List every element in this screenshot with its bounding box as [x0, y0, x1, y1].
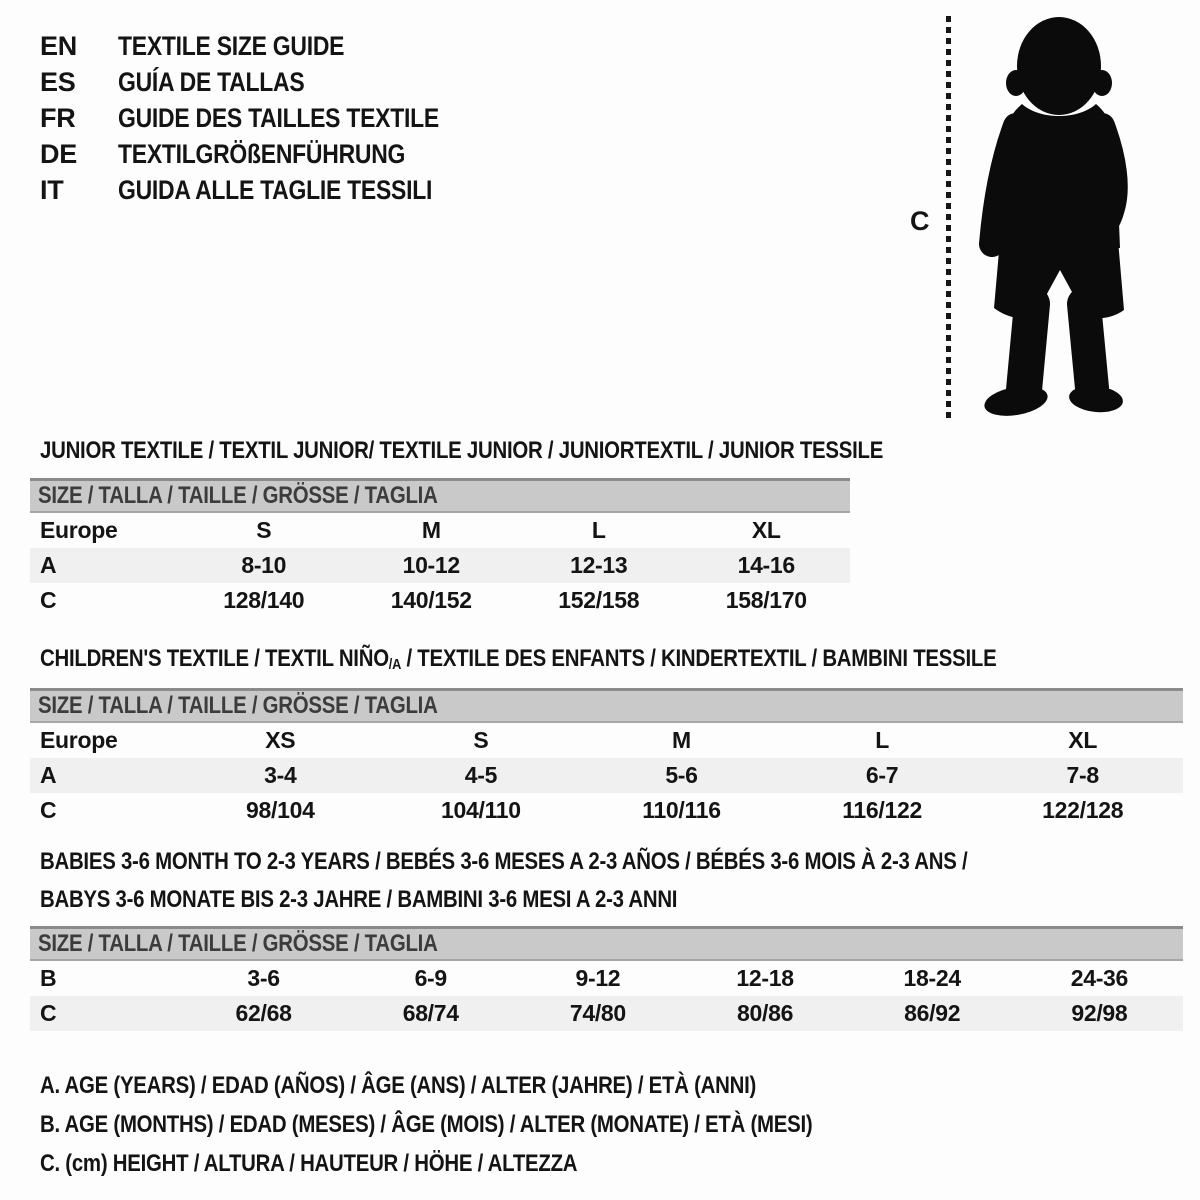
- lang-label-es: GUÍA DE TALLAS: [118, 66, 305, 97]
- size-header-row: [30, 480, 850, 513]
- lang-code-en: EN: [40, 30, 77, 61]
- lang-code-es: ES: [40, 66, 76, 97]
- table-cell: 18-24: [903, 965, 961, 991]
- table-cell: 6-9: [414, 965, 447, 991]
- table-row-age: [30, 548, 850, 583]
- row-label: C: [40, 587, 57, 613]
- table-cell: XL: [751, 517, 781, 543]
- legend-block: [40, 1066, 949, 1183]
- table-cell: L: [875, 727, 889, 753]
- height-measure-dashed-line: [946, 16, 951, 420]
- row-label: Europe: [40, 727, 118, 753]
- table-cell: 68/74: [347, 996, 514, 1031]
- table-cell: XS: [265, 727, 296, 753]
- table-cell: 8-10: [180, 548, 348, 583]
- lang-label-en: TEXTILE SIZE GUIDE: [118, 30, 345, 61]
- row-label: A: [30, 548, 180, 583]
- babies-title-line2: BABYS 3-6 MONATE BIS 2-3 JAHRE / BAMBINI 3-6 MESI A 2-3 ANNI: [40, 886, 678, 913]
- table-row-height: [30, 583, 850, 618]
- table-row-height: [30, 793, 1183, 828]
- table-cell: 74/80: [514, 996, 681, 1031]
- table-cell: 14-16: [683, 548, 851, 583]
- table-cell: 5-6: [581, 758, 782, 793]
- lang-code-fr: FR: [40, 102, 76, 133]
- toddler-silhouette-icon: [972, 8, 1142, 422]
- table-cell: 98/104: [246, 797, 315, 823]
- measure-label-c: C: [910, 206, 930, 236]
- language-title-block: [40, 28, 496, 208]
- table-cell: 7-8: [982, 758, 1183, 793]
- table-cell: 140/152: [390, 587, 472, 613]
- children-title-post: / TEXTILE DES ENFANTS / KINDERTEXTIL / BAMBINI TESSILE: [401, 645, 997, 672]
- table-cell: M: [421, 517, 441, 543]
- lang-label-fr: GUIDE DES TAILLES TEXTILE: [118, 102, 439, 133]
- children-title-sub: /A: [388, 656, 402, 673]
- babies-title-line1: BABIES 3-6 MONTH TO 2-3 YEARS / BEBÉS 3-6 MESES A 2-3 AÑOS / BÉBÉS 3-6 MOIS À 2-3 ANS /: [40, 848, 968, 875]
- table-cell: 158/170: [725, 587, 807, 613]
- size-header: SIZE / TALLA / TAILLE / GRÖSSE / TAGLIA: [30, 690, 1183, 723]
- table-cell: 6-7: [782, 758, 983, 793]
- table-cell: 3-6: [247, 965, 280, 991]
- children-section-title: [40, 645, 1165, 673]
- lang-code-it: IT: [40, 174, 64, 205]
- table-cell: XL: [1068, 727, 1098, 753]
- table-cell: 122/128: [1042, 797, 1124, 823]
- table-cell: 12-18: [736, 965, 794, 991]
- table-cell: 128/140: [223, 587, 305, 613]
- legend-line-a: A. AGE (YEARS) / EDAD (AÑOS) / ÂGE (ANS) / ALTER (JAHRE) / ETÀ (ANNI): [40, 1071, 757, 1099]
- lang-label-it: GUIDA ALLE TAGLIE TESSILI: [118, 174, 433, 205]
- lang-row-en: [40, 28, 496, 64]
- table-cell: M: [672, 727, 691, 753]
- lang-label-de: TEXTILGRÖßENFÜHRUNG: [118, 138, 406, 169]
- legend-line-c: C. (cm) HEIGHT / ALTURA / HAUTEUR / HÖHE / ALTEZZA: [40, 1149, 578, 1177]
- table-cell: L: [591, 517, 606, 543]
- table-cell: S: [256, 517, 272, 543]
- size-header-row: [30, 928, 1183, 961]
- table-row-europe: [30, 722, 1183, 758]
- table-cell: 152/158: [558, 587, 640, 613]
- row-label: B: [40, 965, 57, 991]
- table-cell: 10-12: [348, 548, 516, 583]
- children-size-table: [30, 688, 1183, 828]
- size-header-row: [30, 690, 1183, 723]
- table-row-age: [30, 758, 1183, 793]
- babies-size-table: [30, 926, 1183, 1031]
- table-cell: 80/86: [681, 996, 848, 1031]
- table-cell: 62/68: [180, 996, 347, 1031]
- babies-section-title: [40, 843, 1131, 919]
- legend-line-b: B. AGE (MONTHS) / EDAD (MESES) / ÂGE (MOIS) / ALTER (MONATE) / ETÀ (MESI): [40, 1110, 813, 1138]
- table-row-months: [30, 960, 1183, 996]
- table-cell: 4-5: [381, 758, 582, 793]
- lang-row-fr: [40, 100, 496, 136]
- table-cell: 12-13: [515, 548, 683, 583]
- table-row-height: [30, 996, 1183, 1031]
- children-title-pre: CHILDREN'S TEXTILE / TEXTIL NIÑO: [40, 645, 389, 672]
- table-cell: 24-36: [1070, 965, 1129, 991]
- size-header: SIZE / TALLA / TAILLE / GRÖSSE / TAGLIA: [30, 928, 1183, 961]
- junior-size-table: [30, 478, 850, 618]
- row-label: C: [40, 797, 57, 823]
- row-label: Europe: [40, 517, 118, 543]
- table-cell: 86/92: [849, 996, 1016, 1031]
- table-cell: 9-12: [575, 965, 621, 991]
- lang-row-es: [40, 64, 496, 100]
- lang-row-de: [40, 136, 496, 172]
- table-cell: 3-4: [180, 758, 381, 793]
- row-label: A: [30, 758, 180, 793]
- lang-code-de: DE: [40, 138, 77, 169]
- lang-row-it: [40, 172, 496, 208]
- junior-section-title: JUNIOR TEXTILE / TEXTIL JUNIOR/ TEXTILE JUNIOR / JUNIORTEXTIL / JUNIOR TESSILE: [40, 437, 884, 464]
- row-label: C: [30, 996, 180, 1031]
- table-cell: 104/110: [441, 797, 521, 823]
- table-cell: 92/98: [1016, 996, 1183, 1031]
- table-cell: S: [473, 727, 489, 753]
- table-cell: 110/116: [642, 797, 721, 823]
- table-row-europe: [30, 512, 850, 548]
- table-cell: 116/122: [842, 797, 922, 823]
- size-header: SIZE / TALLA / TAILLE / GRÖSSE / TAGLIA: [30, 480, 850, 513]
